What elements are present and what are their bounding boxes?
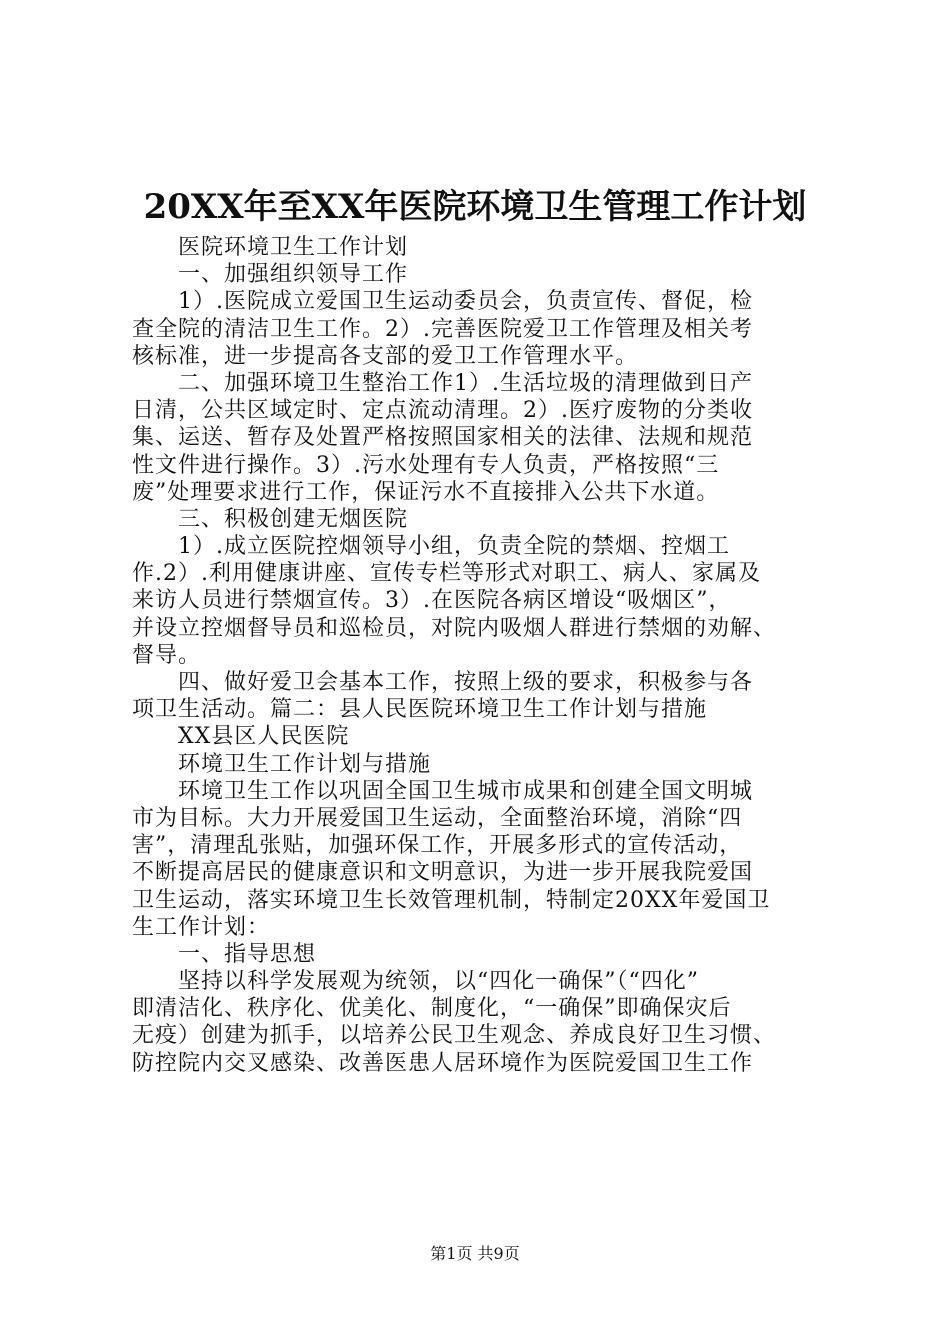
text-line: 来访人员进行禁烟宣传。3）.在医院各病区增设“吸烟区”，: [132, 588, 732, 614]
text-line: 性文件进行操作。3）.污水处理有专人负责，严格按照“三: [132, 452, 720, 478]
text-line: 1）.医院成立爱国卫生运动委员会，负责宣传、督促，检: [178, 289, 753, 315]
text-line: 项卫生活动。篇二：县人民医院环境卫生工作计划与措施: [132, 697, 708, 723]
text-line: 并设立控烟督导员和巡检员，对院内吸烟人群进行禁烟的劝解、: [132, 615, 777, 641]
text-line: 查全院的清洁卫生工作。2）.完善医院爱卫工作管理及相关考: [132, 316, 753, 342]
text-line: 督导。: [132, 642, 202, 668]
section-heading: 一、加强组织领导工作: [178, 262, 409, 288]
text-line: 防控院内交叉感染、改善医患人居环境作为医院爱国卫生工作: [132, 1050, 754, 1076]
section-heading: 二、加强环境卫生整治工作1）.生活垃圾的清理做到日产: [178, 370, 753, 396]
text-line: 市为目标。大力开展爱国卫生运动，全面整治环境，消除“四: [132, 805, 743, 831]
text-line: 不断提高居民的健康意识和文明意识，为进一步开展我院爱国: [132, 860, 754, 886]
text-line: 无疫）创建为抓手，以培养公民卫生观念、养成良好卫生习惯、: [132, 1023, 777, 1049]
text-line: 核标准，进一步提高各支部的爱卫工作管理水平。: [132, 343, 639, 369]
page-footer: 第1页 共9页: [430, 1244, 520, 1263]
text-line: 环境卫生工作计划与措施: [178, 751, 432, 777]
text-line: 卫生运动，落实环境卫生长效管理机制，特制定20XX年爱国卫: [132, 887, 771, 913]
section-heading: 三、积极创建无烟医院: [178, 506, 409, 532]
text-line: 即清洁化、秩序化、优美化、制度化，“一确保”即确保灾后: [132, 996, 732, 1022]
section-heading: 一、指导思想: [178, 941, 317, 967]
text-line: 废”处理要求进行工作，保证污水不直接排入公共下水道。: [132, 479, 720, 505]
text-line: 坚持以科学发展观为统领，以“四化一确保”（“四化”: [178, 969, 699, 995]
text-line: 集、运送、暂存及处置严格按照国家相关的法律、法规和规范: [132, 425, 754, 451]
text-line: 环境卫生工作以巩固全国卫生城市成果和创建全国文明城: [178, 778, 754, 804]
text-line: 医院环境卫生工作计划: [178, 235, 409, 260]
document-body: [132, 234, 832, 1077]
text-line: 害”，清理乱张贴，加强环保工作，开展多形式的宣传活动，: [132, 833, 743, 859]
text-line: XX县区人民医院: [178, 724, 350, 750]
section-heading: 四、做好爱卫会基本工作，按照上级的要求，积极参与各: [178, 670, 754, 695]
document-title: 20XX年至XX年医院环境卫生管理工作计划: [143, 187, 807, 227]
text-line: 作.2）.利用健康讲座、宣传专栏等形式对职工、病人、家属及: [132, 561, 761, 587]
text-line: 生工作计划：: [132, 914, 271, 940]
text-line: 日清，公共区域定时、定点流动清理。2）.医疗废物的分类收: [132, 398, 753, 424]
text-line: 1）.成立医院控烟领导小组，负责全院的禁烟、控烟工: [178, 534, 730, 560]
